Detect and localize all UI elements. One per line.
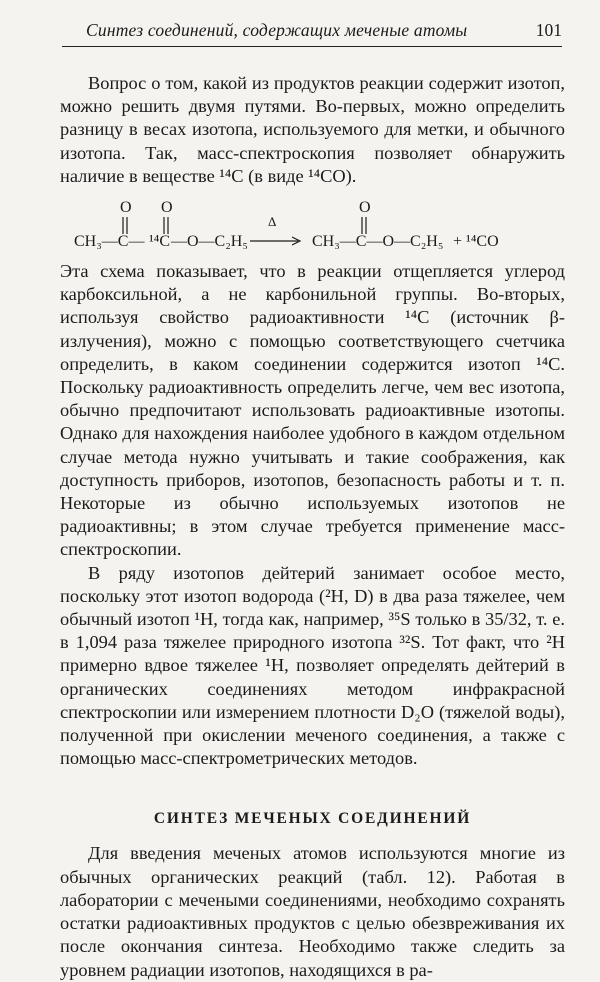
page-header bbox=[62, 20, 562, 47]
paragraph-1: Вопрос о том, какой из продуктов реакции содержит изотоп, можно решить двумя путями. Во-первых, можно определить разницу в весах изотопа, используемого для метки, и обычного изотопа. Так, масс-спектроскопия позволяет обнаружить наличие в веществе ¹⁴C (в виде ¹⁴CO). bbox=[60, 73, 565, 186]
oxygen-label-2: O bbox=[161, 199, 173, 217]
product-co: + ¹⁴CO bbox=[453, 233, 499, 251]
page-body bbox=[60, 72, 565, 982]
reactant-ch3-c: CH₃—C— bbox=[74, 233, 145, 251]
heat-symbol: Δ bbox=[268, 214, 277, 230]
paragraph-3: В ряду изотопов дейтерий занимает особое место, поскольку этот изотоп водорода (²H, D) в два раза тяжелее, чем обычный изотоп ¹H, тогда как, например, ³⁵S только в 35/32, т. е. в 1,094 раза тяжелее природного изотопа ³²S. Тот факт, что ²H примерно вдвое тяжелее ¹H, позволяет определять дейтерий в органических соединениях методом инфракрасной спектроскопии или измерением плотности D₂O (тяжелой воды), полученной при окислении меченого соединения, а также с помощью масс-спектрометрических методов. bbox=[60, 562, 565, 769]
reactant-c14: ¹⁴C bbox=[149, 233, 171, 251]
reactant-ester: —O—C₂H₅ bbox=[171, 233, 248, 251]
reaction-scheme bbox=[60, 194, 565, 260]
oxygen-label-1: O bbox=[120, 199, 132, 217]
product-ester: CH₃—C—O—C₂H₅ bbox=[312, 233, 444, 251]
paragraph-2: Эта схема показывает, что в реакции отщепляется углерод карбоксильной, а не карбонильной группы. Во-вторых, используя свойство радиоактивности ¹⁴C (источник β-излучения), можно с помощью соответствующего счетчика определить, в каком соединении содержится изотоп ¹⁴C. Поскольку радиоактивность определить легче, чем вес изотопа, обычно предпочитают использовать радиоактивные изотопы. Однако для нахождения наиболее удобного в каждом отдельном случае метода нужно учитывать и такие соображения, как доступность приборов, изотопов, безопасность работы и т. п. Некоторые из обычно используемых изотопов не радиоактивны; в этом случае требуется применение масс-спектроскопии. bbox=[60, 261, 565, 560]
running-title: Синтез соединений, содержащих меченые атомы bbox=[86, 20, 468, 40]
page-number: 101 bbox=[535, 20, 562, 40]
paragraph-4: Для введения меченых атомов используются многие из обычных органических реакций (табл. 12). Работая в лаборатории с мечеными соединениями, необходимо сохранять остатки радиоактивных продуктов с целью обезвреживания их после окончания синтеза. Необходимо также следить за уровнем радиации изотопов, находящихся в ра- bbox=[60, 843, 565, 980]
reaction-scheme-svg bbox=[60, 194, 565, 260]
oxygen-label-3: O bbox=[359, 199, 371, 217]
section-title: СИНТЕЗ МЕЧЕНЫХ СОЕДИНЕНИЙ bbox=[153, 810, 472, 828]
